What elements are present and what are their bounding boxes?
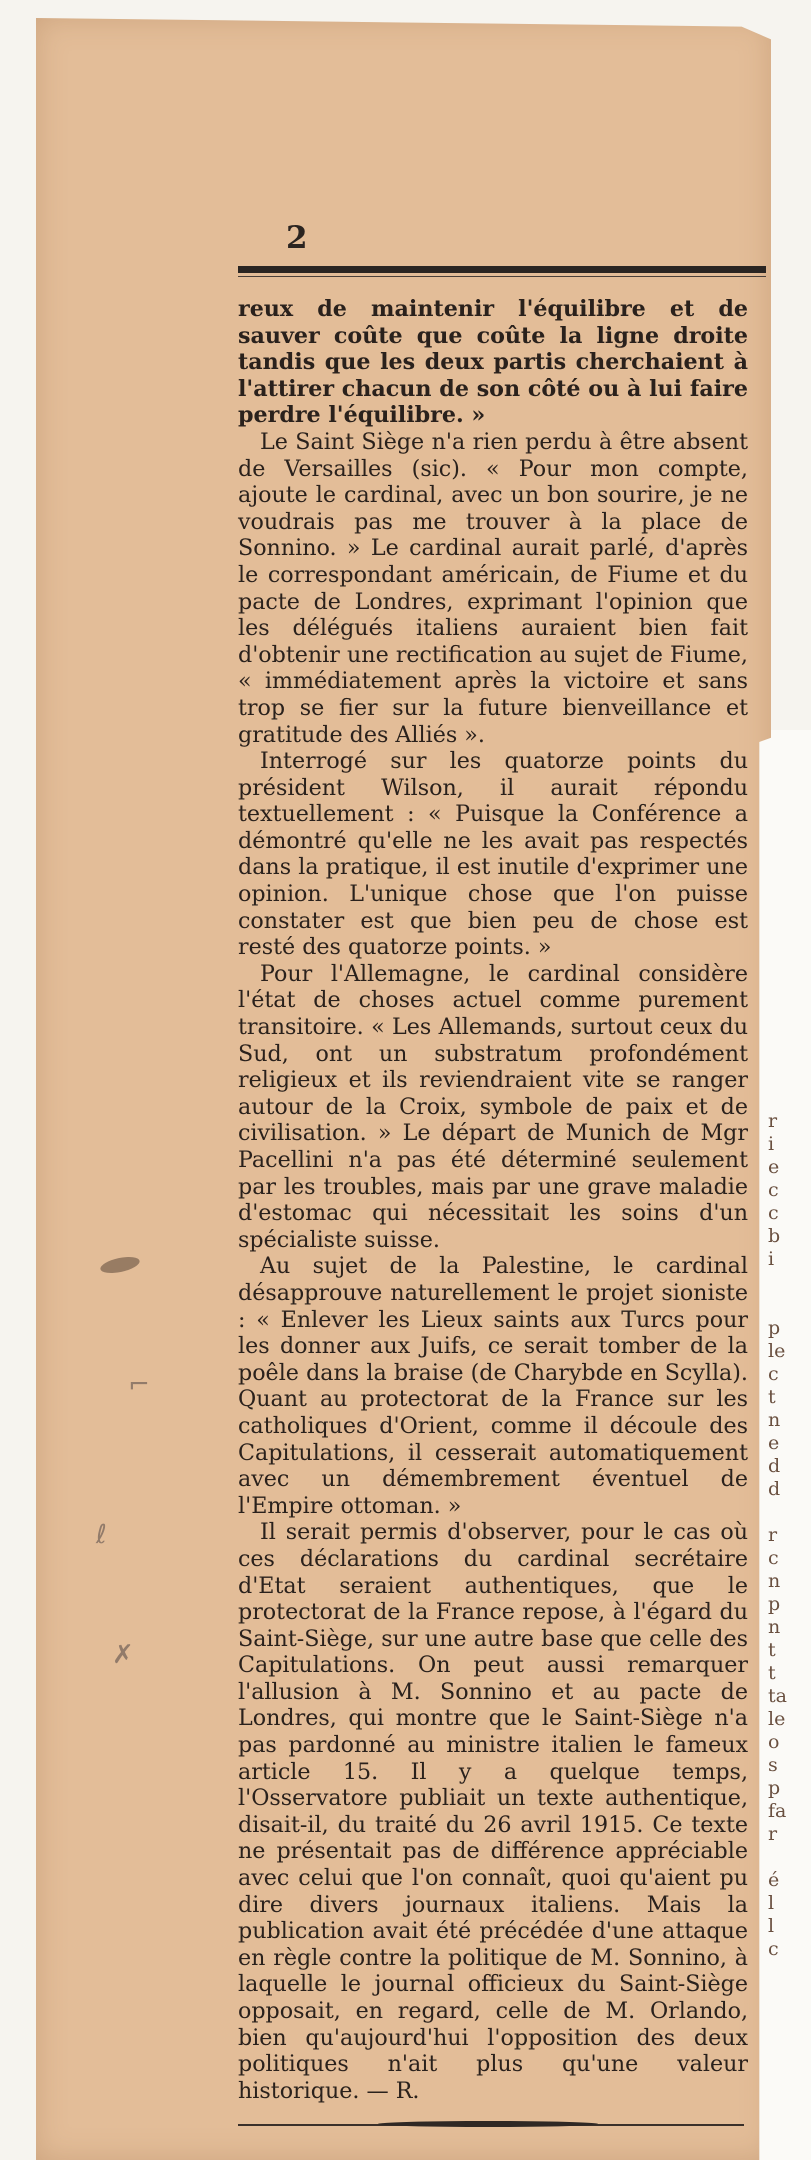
top-rule-thin [238,276,766,277]
edge-letter: t [768,1639,776,1661]
edge-letter: s [768,1754,778,1776]
paragraph-2: Le Saint Siège n'a rien perdu à être absent de Versailles (sic). « Pour mon compte, ajoute le cardinal, avec un bon sourire, je ne voudrais pas me trouver à la place de Sonnino. » Le cardinal aurait parlé, d'après le correspondant américain, de Fiume et du pacte de Londres, exprimant l'opinion que les délégués italiens auraient bien fait d'obtenir une rectification au sujet de Fiume, « immédiatement après la victoire et sans trop se fier sur la future bienveillance et gratitude des Alliés ». [238,428,748,748]
edge-letter: r [768,1110,778,1132]
article-column [238,296,748,2104]
edge-letter: e [768,1432,780,1454]
edge-letter: d [768,1478,781,1500]
bottom-rule-ornament [378,2121,598,2127]
paragraph-6: Il serait permis d'observer, pour le cas où ces déclarations du cardinal secrétaire d'Etat seraient authentiques, que le protectorat de la France repose, à l'égard du Saint-Siège, sur une autre base que celle des Capitulations. On peut aussi remarquer l'allusion à M. Sonnino et au pacte de Londres, qui montre que le Saint-Siège n'a pas pardonné au ministre italien le fameux article 15. Il y a quelque temps, l'Osservatore publiait un texte authentique, disait-il, du traité du 26 avril 1915. Ce texte ne présentait pas de différence appréciable avec celui que l'on connaît, quoi qu'aient pu dire divers journaux italiens. Mais la publication avait été précédée d'une attaque en règle contre la politique de M. Sonnino, à laquelle le journal officieux du Saint-Siège opposait, en regard, celle de M. Orlando, bien qu'aujourd'hui l'opposition des deux politiques n'ait plus qu'une valeur historique. — R. [238,1519,748,2104]
edge-letter: t [768,1386,776,1408]
paragraph-4: Pour l'Allemagne, le cardinal considère l'état de choses actuel comme purement transitoire. « Les Allemands, surtout ceux du Sud, ont un substratum profondément religieux et ils reviendraient vite se ranger autour de la Croix, symbole de paix et de civilisation. » Le départ de Munich de Mgr Pacellini n'a pas été déterminé seulement par les troubles, mais par une grave maladie d'estomac qui nécessitait les soins d'un spécialiste suisse. [238,960,748,1253]
edge-letter: l [768,1915,775,1937]
edge-letter: p [768,1777,781,1799]
edge-letter [768,1501,804,1524]
edge-letter: le [768,1708,786,1730]
edge-letter: le [768,1340,786,1362]
edge-letter: n [768,1409,781,1431]
top-rule [238,266,766,273]
edge-letter: ta [768,1685,787,1707]
edge-letter: r [768,1823,778,1845]
pencil-mark: ℓ [96,1520,107,1550]
edge-letter: é [768,1869,780,1891]
edge-letter: i [768,1133,775,1155]
adjacent-column-fragment [768,1110,804,2150]
edge-letter: c [768,1363,779,1385]
edge-letter [768,1294,804,1317]
edge-letter [768,1846,804,1869]
edge-letter: n [768,1570,781,1592]
edge-letter: o [768,1731,780,1753]
page-number: 2 [286,220,308,256]
pencil-mark: ✗ [112,1640,134,1670]
edge-letter: c [768,1938,779,1960]
edge-letter: t [768,1662,776,1684]
edge-letter [768,1271,804,1294]
paragraph-5: Au sujet de la Palestine, le cardinal désapprouve naturellement le projet sioniste : « Enlever les Lieux saints aux Turcs pour les donner aux Juifs, ce serait tomber de la poêle dans la braise (de Charybde en Scylla). Quant au protectorat de la France sur les catholiques d'Orient, comme il découle des Capitulations, il cesserait automatiquement avec un démembrement éventuel de l'Empire ottoman. » [238,1253,748,1519]
paragraph-3: Interrogé sur les quatorze points du président Wilson, il aurait répondu textuellement : « Puisque la Conférence a démontré qu'elle ne les avait pas respectés dans la pratique, il est inutile d'exprimer une opinion. L'unique chose que l'on puisse constater est que bien peu de chose est resté des quatorze points. » [238,748,748,961]
edge-letter: p [768,1317,781,1339]
edge-letter: fa [768,1800,787,1822]
edge-letter: b [768,1225,781,1247]
edge-letter: i [768,1248,775,1270]
edge-letter: p [768,1593,781,1615]
edge-letter: d [768,1455,781,1477]
paragraph-1: reux de maintenir l'équilibre et de sauver coûte que coûte la ligne droite tandis que les deux partis cherchaient à l'attirer chacun de son côté ou à lui faire perdre l'équilibre. » [238,296,748,429]
edge-letter: c [768,1547,779,1569]
edge-letter: n [768,1616,781,1638]
pencil-mark: ⌐ [128,1370,150,1400]
edge-letter: l [768,1892,775,1914]
edge-letter: r [768,1524,778,1546]
edge-letter: c [768,1202,779,1224]
edge-letter: c [768,1179,779,1201]
edge-letter: e [768,1156,780,1178]
